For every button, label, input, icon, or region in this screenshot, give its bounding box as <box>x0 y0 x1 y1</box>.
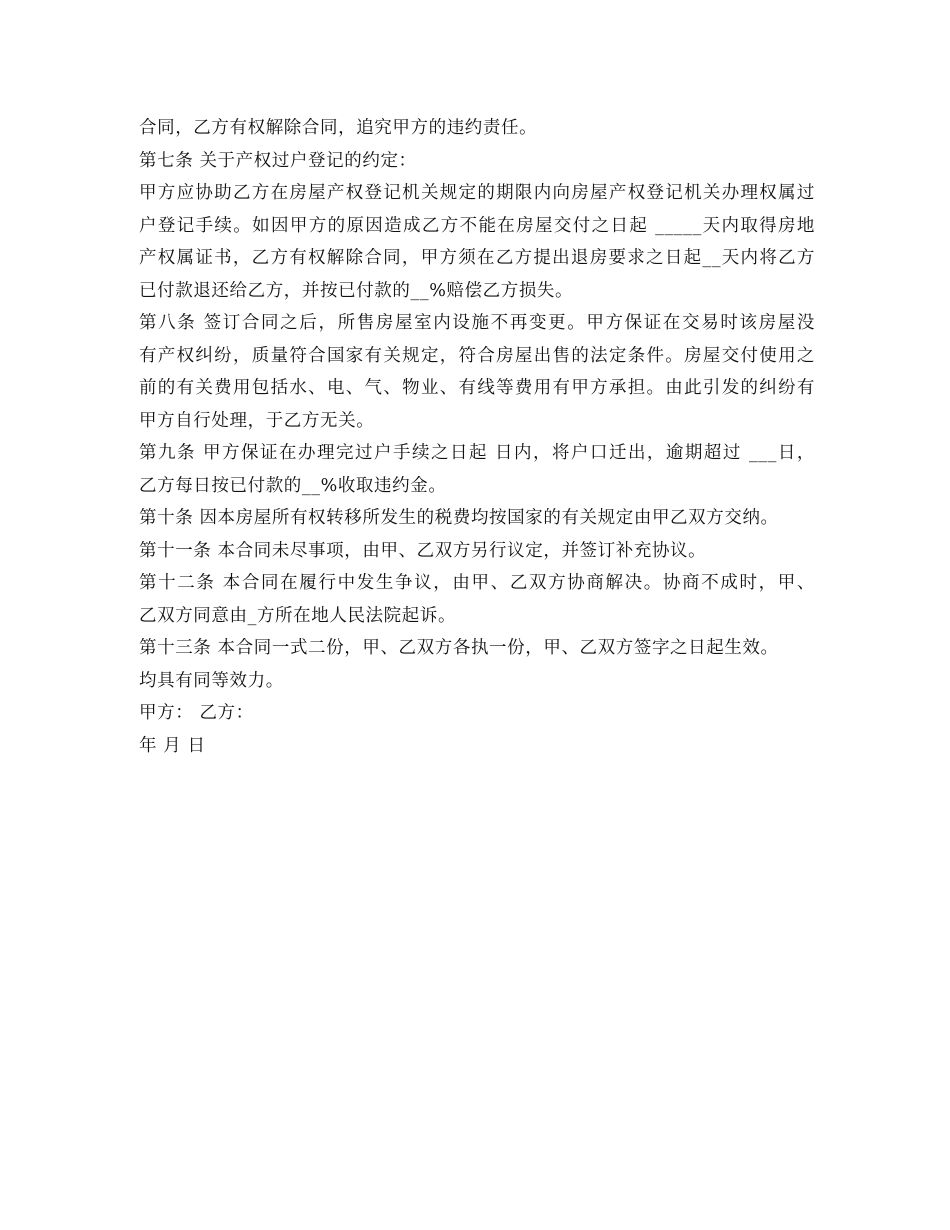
signature-parties: 甲方： 乙方： <box>139 703 254 723</box>
article-8-line: 第八条 签订合同之后，所售房屋室内设施不再变更。甲方保证在交易时该房屋没 <box>139 313 815 333</box>
article-10-line: 第十条 因本房屋所有权转移所发生的税费均按国家的有关规定由甲乙双方交纳。 <box>139 508 779 528</box>
text-line: 甲方应协助乙方在房屋产权登记机关规定的期限内向房屋产权登记机关办理权属过 <box>139 183 815 203</box>
text-line: 已付款退还给乙方，并按已付款的__%赔偿乙方损失。 <box>139 280 574 301</box>
signature-date: 年 月 日 <box>139 735 206 756</box>
text-line: 乙方每日按已付款的__%收取违约金。 <box>139 475 447 496</box>
article-9-line: 第九条 甲方保证在办理完过户手续之日起 日内，将户口迁出，逾期超过 ___日， <box>139 443 815 463</box>
text-line: 乙双方同意由_方所在地人民法院起诉。 <box>139 605 457 626</box>
text-line: 前的有关费用包括水、电、气、物业、有线等费用有甲方承担。由此引发的纠纷有 <box>139 378 815 398</box>
article-13-line: 第十三条 本合同一式二份，甲、乙双方各执一份，甲、乙双方签字之日起生效。 <box>139 638 779 658</box>
text-line: 户登记手续。如因甲方的原因造成乙方不能在房屋交付之日起 _____天内取得房地 <box>139 215 815 236</box>
text-line: 均具有同等效力。 <box>139 670 284 691</box>
article-12-line: 第十二条 本合同在履行中发生争议，由甲、乙双方协商解决。协商不成时，甲、 <box>139 573 815 593</box>
text-line: 甲方自行处理，于乙方无关。 <box>139 410 375 431</box>
text-line: 合同，乙方有权解除合同，追究甲方的违约责任。 <box>139 118 538 138</box>
article-7-heading: 第七条 关于产权过户登记的约定： <box>139 150 417 171</box>
article-11-line: 第十一条 本合同未尽事项，由甲、乙双方另行议定，并签订补充协议。 <box>139 540 707 561</box>
contract-body <box>139 112 815 762</box>
text-line: 产权属证书，乙方有权解除合同，甲方须在乙方提出退房要求之日起__天内将乙方 <box>139 248 815 268</box>
text-line: 有产权纠纷，质量符合国家有关规定，符合房屋出售的法定条件。房屋交付使用之 <box>139 345 815 366</box>
